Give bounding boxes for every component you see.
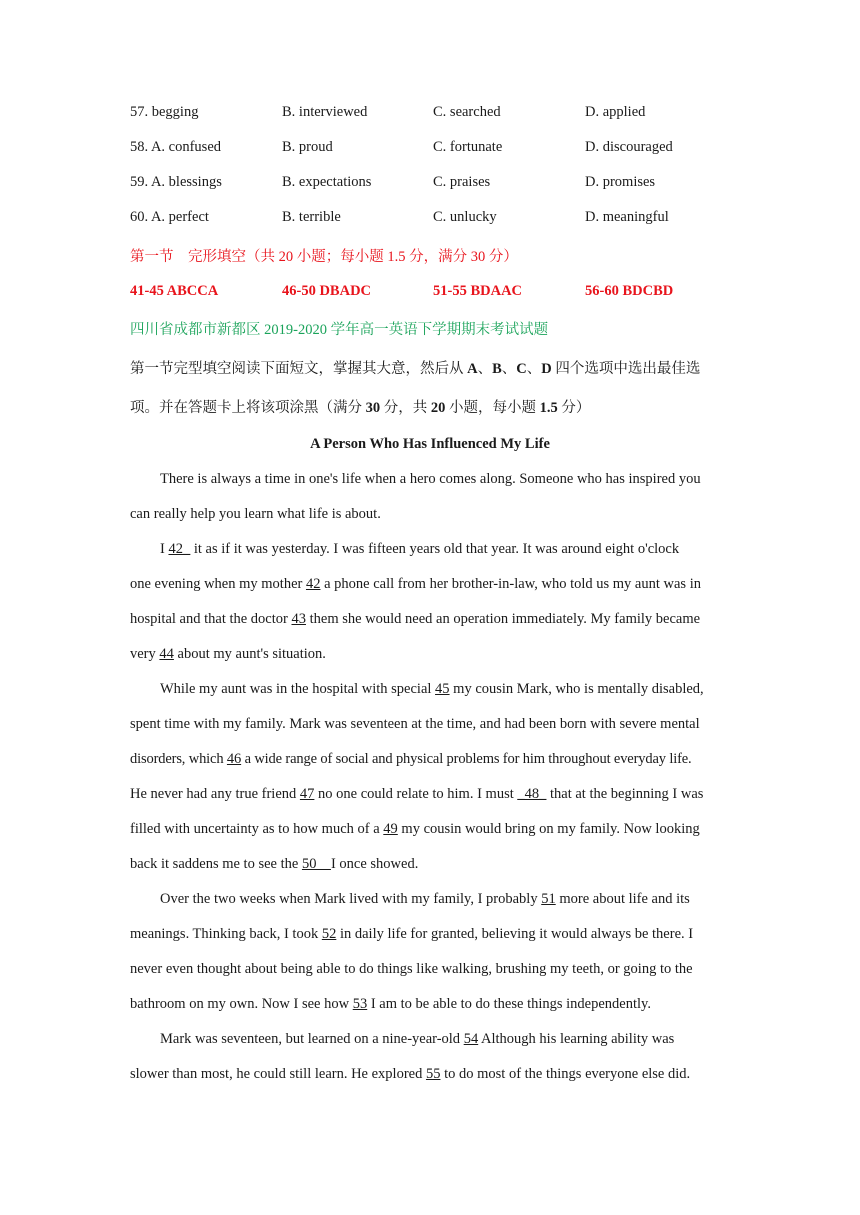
passage-line [130, 926, 730, 943]
passage-title: A Person Who Has Influenced My Life [310, 436, 550, 452]
instruction-text: 分，共 [380, 400, 431, 416]
option-b: B. interviewed [282, 104, 368, 120]
blank-51: 51 [541, 891, 556, 907]
text: I am to be able to do these things independently. [367, 996, 651, 1012]
blank-49: 49 [383, 821, 398, 837]
option-b: B. expectations [282, 174, 372, 190]
blank-48: _48_ [517, 786, 547, 802]
instruction-text: 小题，每小题 [445, 400, 540, 416]
option-row-58 [130, 139, 730, 163]
passage-line [160, 891, 730, 908]
option-letter: C [516, 361, 527, 377]
score-number: 30 [365, 400, 381, 416]
text: my cousin would bring on my family. Now looking [397, 821, 700, 837]
text: I [160, 541, 169, 557]
instruction-text: 项。并在答题卡上将该项涂黑（满分 [130, 400, 366, 416]
text: He never had any true friend [130, 786, 300, 802]
answer-group: 51-55 BDAAC [433, 283, 523, 299]
text: Although his learning ability was [478, 1031, 675, 1047]
answer-section-header: 第一节 完形填空（共 20 小题；每小题 1.5 分，满分 30 分） [130, 249, 518, 265]
passage-line: can really help you learn what life is about. [130, 506, 381, 522]
blank-42: 42 [305, 576, 321, 592]
answer-group: 41-45 ABCCA [130, 283, 219, 299]
option-d: D. discouraged [585, 139, 673, 155]
option-d: D. applied [585, 104, 646, 120]
instruction-text: 分） [557, 400, 591, 416]
text: my cousin Mark, who is mentally disabled, [449, 681, 704, 697]
instruction-text: 四个选项中选出最佳选 [551, 361, 701, 377]
instruction-line-2 [130, 396, 730, 417]
blank-47: 47 [299, 786, 315, 802]
passage-line [130, 646, 730, 663]
option-c: C. unlucky [433, 209, 497, 225]
passage-line [130, 996, 730, 1013]
text: in daily life for granted, believing it would always be there. I [336, 926, 694, 942]
instruction-line-1 [130, 357, 730, 378]
blank-43: 43 [291, 611, 306, 627]
text: back it saddens me to see the [130, 856, 302, 872]
passage-line [160, 681, 730, 698]
option-a: 58. A. confused [130, 139, 222, 155]
option-c: C. searched [433, 104, 501, 120]
text: Over the two weeks when Mark lived with my family, I probably [160, 891, 542, 907]
passage-line [130, 611, 730, 628]
passage-line [130, 821, 730, 838]
option-letter: B [492, 361, 502, 377]
text: hospital and that the doctor [130, 611, 292, 627]
option-a: 59. A. blessings [130, 174, 222, 190]
text: Mark was seventeen, but learned on a nine-year-old [160, 1031, 464, 1047]
answer-group: 46-50 DBADC [282, 283, 372, 299]
text: While my aunt was in the hospital with special [160, 681, 436, 697]
blank-53: 53 [352, 996, 368, 1012]
blank-46: 46 [226, 751, 242, 767]
text: slower than most, he could still learn. He explored [130, 1066, 426, 1082]
text: very [130, 646, 160, 662]
passage-line [130, 856, 730, 873]
blank-50: 50 [301, 856, 331, 872]
option-a: 60. A. perfect [130, 209, 209, 225]
passage-line [130, 786, 730, 803]
text: bathroom on my own. Now I see how [130, 996, 353, 1012]
option-c: C. fortunate [433, 139, 503, 155]
passage-line: never even thought about being able to do things like walking, brushing my teeth, or going to the [130, 961, 693, 977]
option-a: 57. begging [130, 104, 199, 120]
blank-55: 55 [425, 1066, 441, 1082]
blank-54: 54 [463, 1031, 479, 1047]
text: more about life and its [555, 891, 690, 907]
option-d: D. meaningful [585, 209, 669, 225]
option-letter: A [467, 361, 478, 377]
option-letter: D [541, 361, 552, 377]
separator: 、 [526, 361, 542, 377]
text: a phone call from her brother-in-law, who told us my aunt was in [320, 576, 701, 592]
question-count: 20 [430, 400, 446, 416]
passage-line: There is always a time in one's life when a hero comes along. Someone who has inspired you [160, 471, 701, 487]
blank-52: 52 [321, 926, 337, 942]
text: them she would need an operation immediately. My family became [305, 611, 701, 627]
text: filled with uncertainty as to how much of a [130, 821, 384, 837]
option-d: D. promises [585, 174, 656, 190]
passage-line [160, 541, 730, 558]
passage-line [130, 576, 730, 593]
blank-42: 42_ [168, 541, 191, 557]
text: I once showed. [330, 856, 419, 872]
separator: 、 [477, 361, 493, 377]
text: that at the beginning I was [546, 786, 704, 802]
blank-45: 45 [435, 681, 450, 697]
passage-line [160, 1031, 730, 1048]
blank-44: 44 [159, 646, 174, 662]
option-c: C. praises [433, 174, 491, 190]
text: a wide range of social and physical problems for him throughout everyday life. [241, 751, 692, 767]
option-b: B. proud [282, 139, 333, 155]
text: one evening when my mother [130, 576, 306, 592]
text: disorders, which [130, 751, 227, 767]
text: to do most of the things everyone else did. [440, 1066, 691, 1082]
source-title: 四川省成都市新都区 2019-2020 学年高一英语下学期期末考试试题 [130, 322, 549, 338]
point-value: 1.5 [539, 400, 558, 416]
passage-line: spent time with my family. Mark was seventeen at the time, and had been born with severe mental [130, 716, 700, 732]
option-row-60 [130, 209, 730, 233]
text: it as if it was yesterday. I was fifteen years old that year. It was around eight o'clock [190, 541, 680, 557]
instruction-text: 第一节完型填空阅读下面短文，掌握其大意，然后从 [130, 361, 468, 377]
answer-group: 56-60 BDCBD [585, 283, 674, 299]
option-b: B. terrible [282, 209, 341, 225]
answer-key-row [130, 283, 730, 307]
text: no one could relate to him. I must [314, 786, 518, 802]
passage-line [130, 751, 730, 768]
passage-line [130, 1066, 730, 1083]
text: meanings. Thinking back, I took [130, 926, 322, 942]
option-row-59 [130, 174, 730, 198]
option-row-57 [130, 104, 730, 128]
text: about my aunt's situation. [173, 646, 326, 662]
separator: 、 [501, 361, 517, 377]
